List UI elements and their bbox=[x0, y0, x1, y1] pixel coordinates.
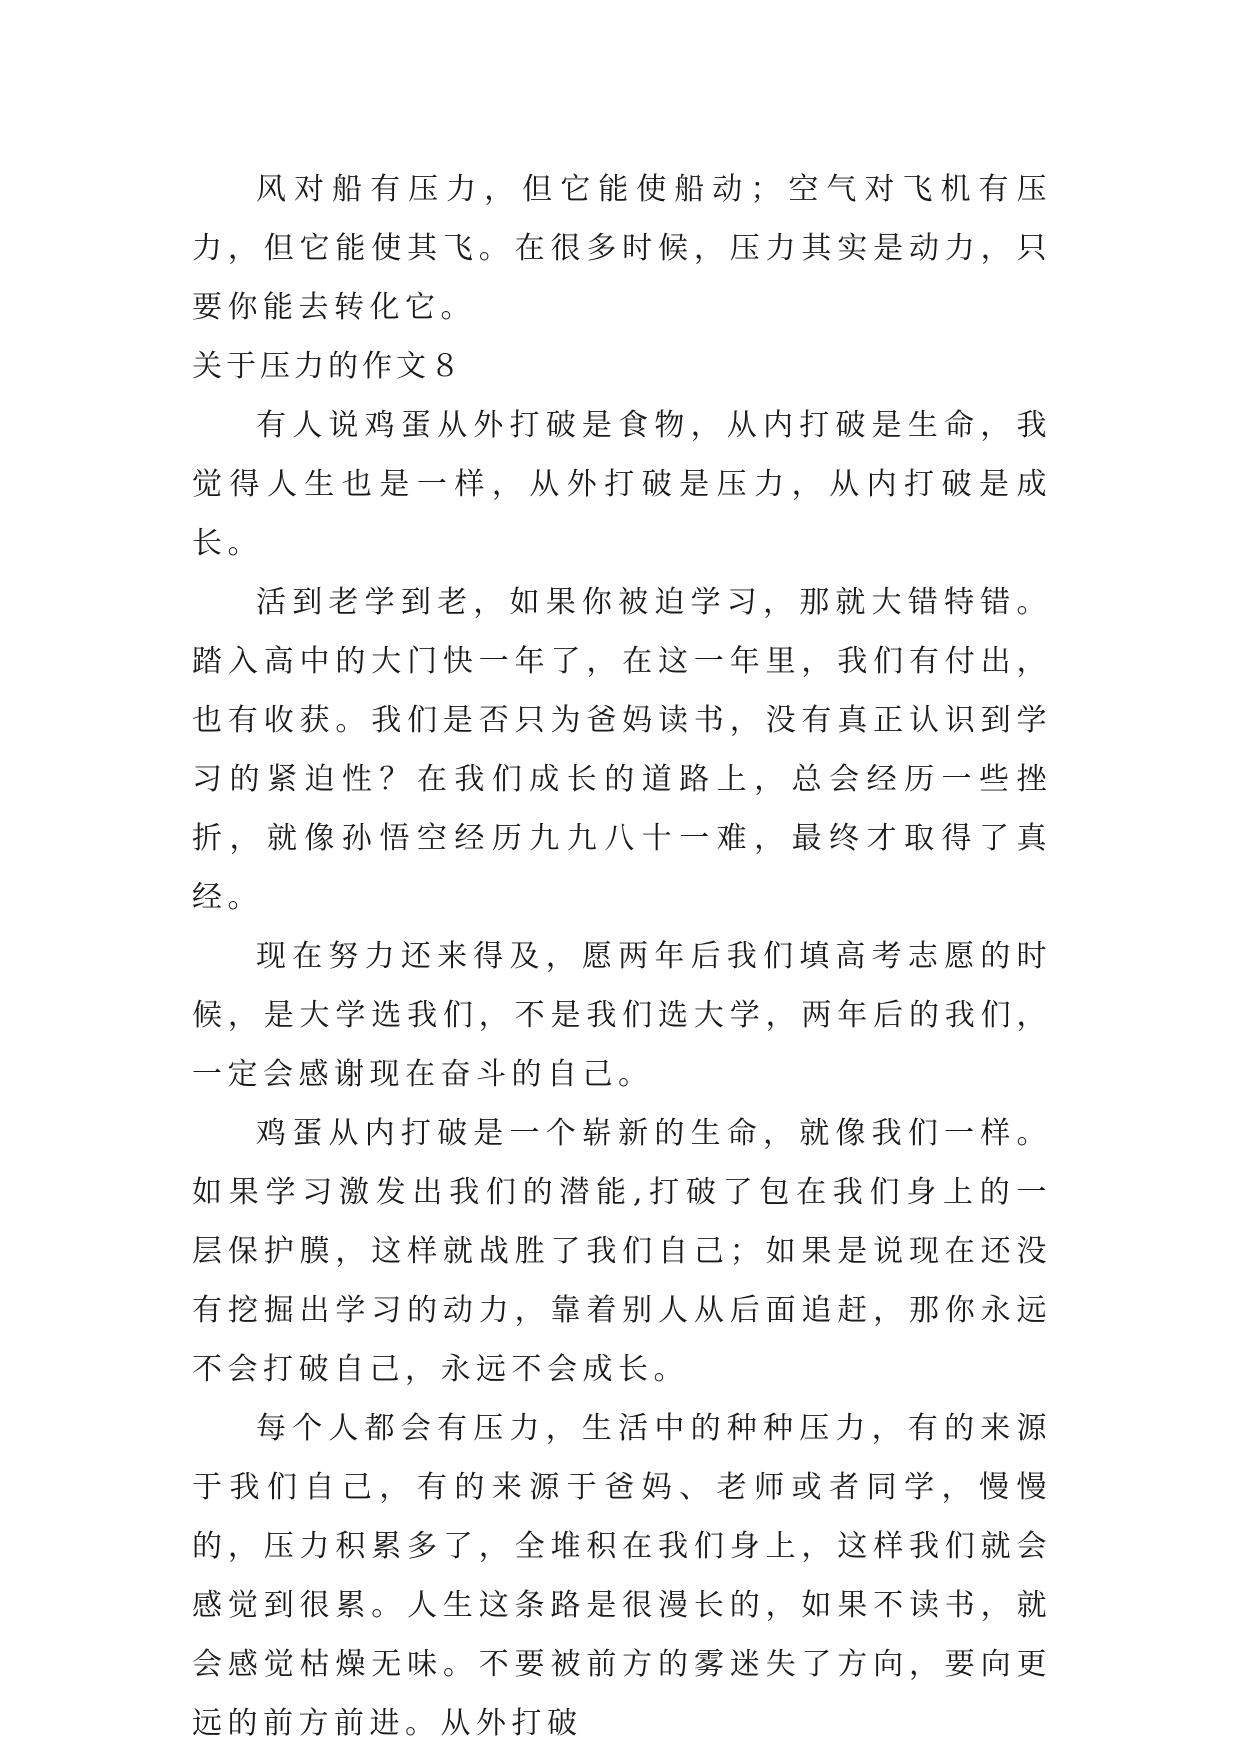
paragraph-everyone-has-pressure: 每个人都会有压力，生活中的种种压力，有的来源于我们自己，有的来源于爸妈、老师或者同学，慢慢的，压力积累多了，全堆积在我们身上，这样我们就会感觉到很累。人生这条路是很漫长的，如果不读书，就会感觉枯燥无味。不要被前方的雾迷失了方向，要向更远的前方前进。从外打破 bbox=[192, 1411, 1052, 1741]
document-body bbox=[192, 160, 1052, 1753]
paragraph-wind-pressure: 风对船有压力，但它能使船动；空气对飞机有压力，但它能使其飞。在很多时候，压力其实是动力，只要你能去转化它。 bbox=[192, 172, 1052, 325]
section-heading: 关于压力的作文８ bbox=[192, 349, 464, 384]
paragraph-lifelong-learning: 活到老学到老，如果你被迫学习，那就大错特错。踏入高中的大门快一年了，在这一年里，我们有付出，也有收获。我们是否只为爸妈读书，没有真正认识到学习的紧迫性？在我们成长的道路上，总会经历一些挫折，就像孙悟空经历九九八十一难，最终才取得了真经。 bbox=[192, 585, 1052, 915]
paragraph-egg-saying: 有人说鸡蛋从外打破是食物，从内打破是生命，我觉得人生也是一样，从外打破是压力，从内打破是成长。 bbox=[192, 408, 1052, 561]
paragraph-break-from-inside: 鸡蛋从内打破是一个崭新的生命，就像我们一样。如果学习激发出我们的潜能,打破了包在我们身上的一层保护膜，这样就战胜了我们自己；如果是说现在还没有挖掘出学习的动力，靠着别人从后面追赶，那你永远不会打破自己，永远不会成长。 bbox=[192, 1116, 1052, 1387]
paragraph-effort-now: 现在努力还来得及，愿两年后我们填高考志愿的时候，是大学选我们，不是我们选大学，两年后的我们，一定会感谢现在奋斗的自己。 bbox=[192, 939, 1052, 1092]
